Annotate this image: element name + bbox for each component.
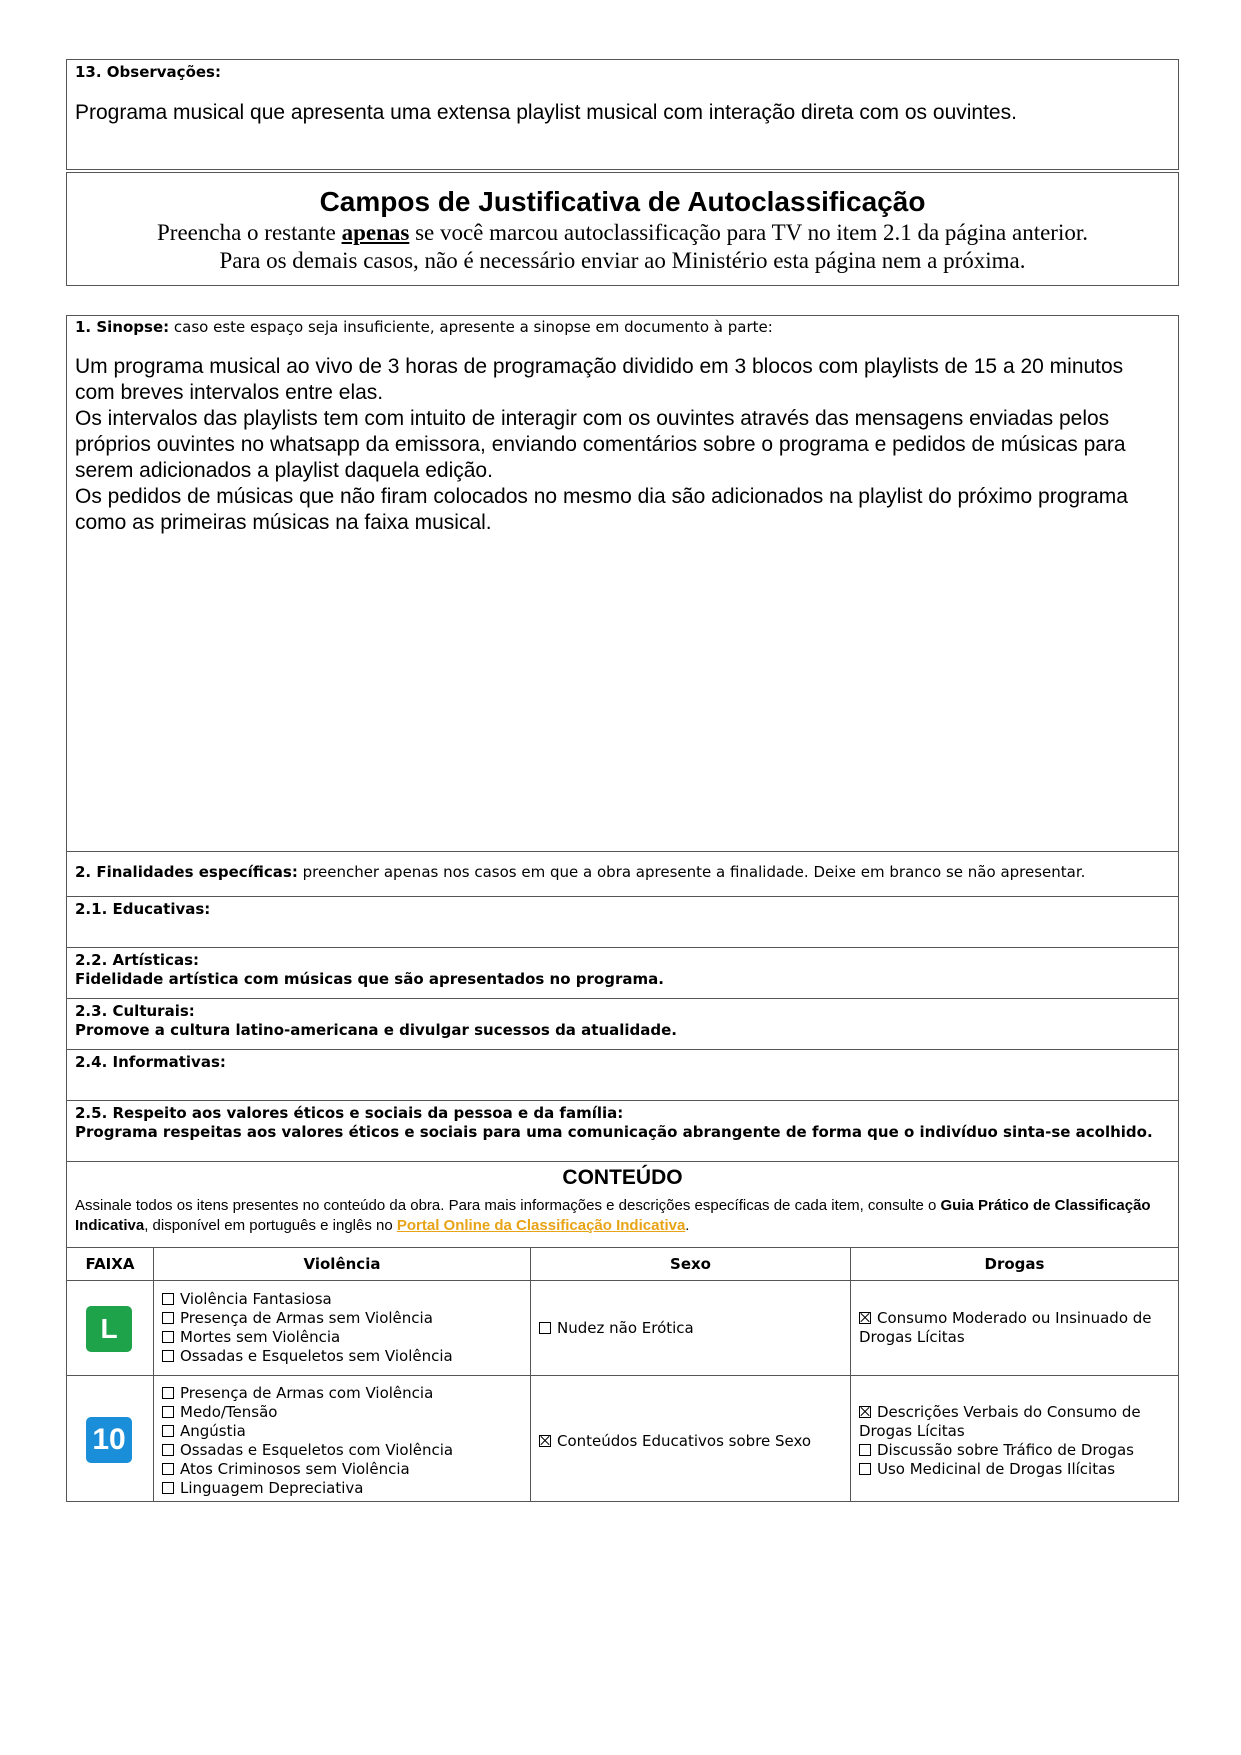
checkbox-item[interactable]: Ossadas e Esqueletos com Violência <box>162 1441 522 1460</box>
checkbox <box>859 1463 871 1475</box>
checkbox-item[interactable]: Ossadas e Esqueletos sem Violência <box>162 1347 522 1366</box>
violencia-l-list <box>162 1290 522 1366</box>
checkbox <box>162 1312 174 1324</box>
conteudo-description: Assinale todos os itens presentes no conteúdo da obra. Para mais informações e descrições específicas de cada item, consulte o Guia Prático de Classificação Indicativa, disponível em português e inglês no Portal Online da Classificação Indicativa. <box>75 1197 1151 1234</box>
sexo-10-list <box>539 1432 844 1451</box>
portal-link[interactable]: Portal Online da Classificação Indicativa <box>396 1217 686 1234</box>
drogas-l-list <box>859 1309 1169 1347</box>
autoclassificacao-header <box>66 172 1179 286</box>
conteudo-section <box>67 1162 1178 1248</box>
conteudo-title: CONTEÚDO <box>562 1166 683 1189</box>
header-violencia: Violência <box>303 1255 381 1273</box>
finalidades-header: 2. Finalidades específicas: preencher apenas nos casos em que a obra apresente a finalidade. Deixe em branco se não apresentar. <box>67 852 1178 897</box>
column-divider <box>530 1248 531 1501</box>
checkbox-item[interactable]: Angústia <box>162 1422 522 1441</box>
checkbox-checked <box>539 1435 551 1447</box>
column-divider <box>850 1248 851 1501</box>
checkbox <box>162 1444 174 1456</box>
sinopse-label: 1. Sinopse: caso este espaço seja insuficiente, apresente a sinopse em documento à parte: <box>75 318 773 336</box>
checkbox <box>162 1387 174 1399</box>
drogas-10-list <box>859 1403 1169 1479</box>
checkbox-item[interactable]: Mortes sem Violência <box>162 1328 522 1347</box>
header-faixa: FAIXA <box>85 1255 135 1273</box>
checkbox-item[interactable]: Presença de Armas com Violência <box>162 1384 522 1403</box>
sinopse-paragraph: Os pedidos de músicas que não firam colocados no mesmo dia são adicionados na playlist do próximo programa como as primeiras músicas na faixa musical. <box>75 485 1128 534</box>
finalidade-informativas[interactable]: 2.4. Informativas: <box>67 1050 1178 1101</box>
checkbox-checked <box>859 1406 871 1418</box>
checkbox <box>859 1444 871 1456</box>
sinopse-paragraph: Um programa musical ao vivo de 3 horas de programação dividido em 3 blocos com playlists de 15 a 20 minutos com breves intervalos entre elas. <box>75 355 1124 404</box>
checkbox-item[interactable]: Linguagem Depreciativa <box>162 1479 522 1498</box>
header-drogas: Drogas <box>984 1255 1045 1273</box>
rating-badge-10: 10 <box>86 1417 132 1463</box>
instructions-line-2: Para os demais casos, não é necessário enviar ao Ministério esta página nem a próxima. <box>219 248 1026 273</box>
page-title: Campos de Justificativa de Autoclassificação <box>319 186 926 217</box>
checkbox-item[interactable]: Consumo Moderado ou Insinuado de Drogas Lícitas <box>859 1309 1152 1346</box>
observacoes-box <box>66 59 1179 170</box>
checkbox-item[interactable]: Uso Medicinal de Drogas Ilícitas <box>859 1460 1169 1479</box>
sinopse-section <box>67 316 1178 852</box>
finalidade-culturais[interactable]: 2.3. Culturais: Promove a cultura latino-americana e divulgar sucessos da atualidade. <box>67 999 1178 1050</box>
column-divider <box>153 1248 154 1501</box>
checkbox <box>162 1350 174 1362</box>
checkbox <box>162 1331 174 1343</box>
checkbox-item[interactable]: Nudez não Erótica <box>539 1319 844 1338</box>
checkbox <box>162 1406 174 1418</box>
checkbox <box>162 1482 174 1494</box>
checkbox <box>539 1322 551 1334</box>
observacoes-text[interactable]: Programa musical que apresenta uma extensa playlist musical com interação direta com os ouvintes. <box>75 101 1017 124</box>
checkbox-item[interactable]: Descrições Verbais do Consumo de Drogas Lícitas <box>859 1403 1141 1440</box>
checkbox-item[interactable]: Conteúdos Educativos sobre Sexo <box>539 1432 844 1451</box>
instructions-line-1: Preencha o restante apenas se você marcou autoclassificação para TV no item 2.1 da página anterior. <box>157 220 1088 245</box>
checkbox <box>162 1425 174 1437</box>
finalidade-educativas[interactable]: 2.1. Educativas: <box>67 897 1178 948</box>
finalidade-respeito[interactable]: 2.5. Respeito aos valores éticos e sociais da pessoa e da família: Programa respeitas aos valores éticos e sociais para uma comunicação abrangente de forma que o indivíduo sinta-se acolhido. <box>67 1101 1178 1162</box>
checkbox-item[interactable]: Atos Criminosos sem Violência <box>162 1460 522 1479</box>
sinopse-text[interactable] <box>75 354 1165 536</box>
sexo-l-list <box>539 1319 844 1338</box>
checkbox-item[interactable]: Violência Fantasiosa <box>162 1290 522 1309</box>
checkbox-item[interactable]: Discussão sobre Tráfico de Drogas <box>859 1441 1169 1460</box>
sinopse-paragraph: Os intervalos das playlists tem com intuito de interagir com os ouvintes através das mensagens enviadas pelos próprios ouvintes no whatsapp da emissora, enviando comentários sobre o programa e pedidos de músicas para serem adicionados a playlist daquela edição. <box>75 407 1126 482</box>
checkbox-item[interactable]: Presença de Armas sem Violência <box>162 1309 522 1328</box>
justificativa-form <box>66 315 1179 1502</box>
checkbox-item[interactable]: Medo/Tensão <box>162 1403 522 1422</box>
header-sexo: Sexo <box>670 1255 711 1273</box>
rating-badge-l: L <box>86 1306 132 1352</box>
violencia-10-list <box>162 1384 522 1498</box>
apenas-emphasis: apenas <box>341 220 410 245</box>
checkbox <box>162 1293 174 1305</box>
checkbox <box>162 1463 174 1475</box>
finalidade-artisticas[interactable]: 2.2. Artísticas: Fidelidade artística com músicas que são apresentados no programa. <box>67 948 1178 999</box>
checkbox-checked <box>859 1312 871 1324</box>
observacoes-label: 13. Observações: <box>75 63 221 81</box>
